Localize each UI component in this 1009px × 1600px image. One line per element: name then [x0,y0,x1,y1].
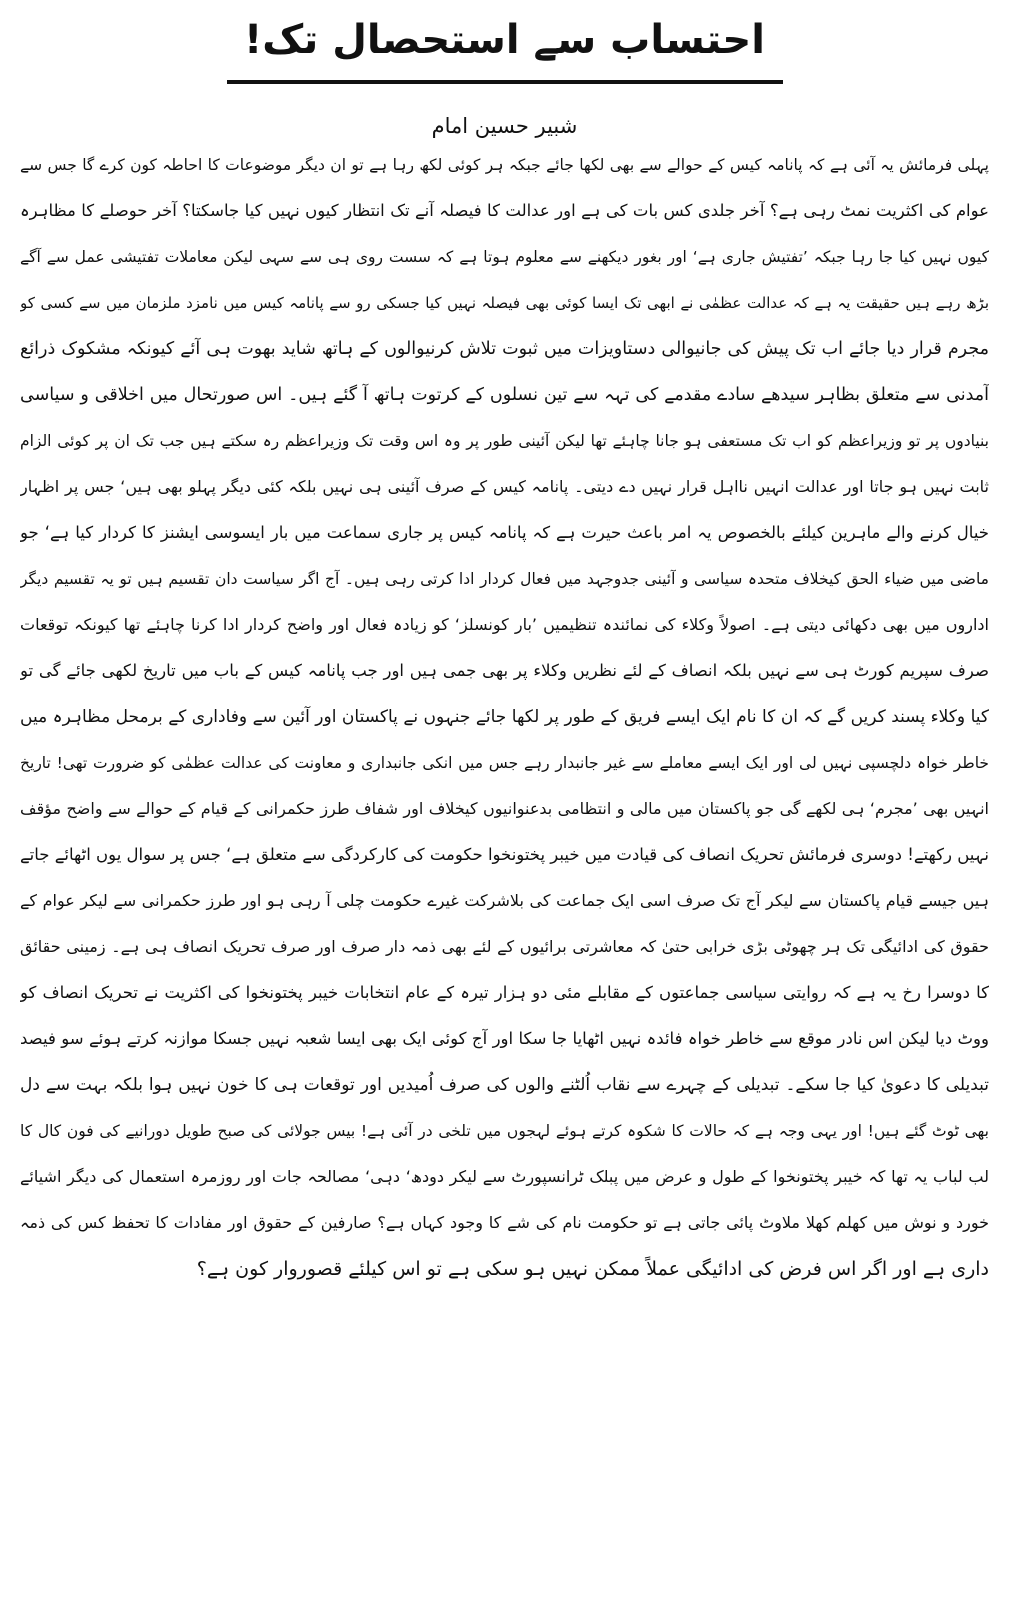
author-byline: شبیر حسین امام [431,114,578,138]
article-line: عوام کی اکثریت نمٹ رہی ہے؟ آخر جلدی کس بات کی ہے اور عدالت کا فیصلہ آنے تک انتظار کیوں نہیں کیا جاسکتا؟ آخر حوصلے کا مظاہرہ [20,201,989,220]
article-line: صرف سپریم کورٹ ہی سے نہیں بلکہ انصاف کے لئے نظریں وکلاء پر بھی جمی ہیں اور جب پانامہ کیس کے باب میں تاریخ لکھی جائے گی تو [20,661,989,680]
article-line: بنیادوں پر تو وزیراعظم کو اب تک مستعفی ہو جانا چاہئے تھا لیکن آئینی طور پر وہ اس وقت تک وزیراعظم رہ سکتے ہیں جب تک ان پر کوئی الزام [20,432,989,450]
article-line: نہیں رکھتے! دوسری فرمائش تحریک انصاف کی قیادت میں خیبر پختونخوا حکومت کی کارکردگی سے متعلق ہے‘ جس پر سوال یوں اٹھائے جاتے [20,845,989,864]
article-line: خورد و نوش میں کھلم کھلا ملاوٹ پائی جاتی ہے تو حکومت نام کی شے کا وجود کہاں ہے؟ صارفین کے حقوق اور مفادات کا تحفظ کس کی ذمہ [20,1213,989,1232]
article-line: داری ہے اور اگر اس فرض کی ادائیگی عملاً ممکن نہیں ہو سکی ہے تو اس کیلئے قصوروار کون ہے؟ [196,1258,989,1280]
article-line: کیوں نہیں کیا جا رہا جبکہ ’تفتیش جاری ہے‘ اور بغور دیکھنے سے معلوم ہوتا ہے کہ سست روی ہی سے سہی لیکن معاملات تفتیشی عمل سے آگے [20,248,989,266]
article-line: ہیں جیسے قیام پاکستان سے لیکر آج تک صرف اسی ایک جماعت کی بلاشرکت غیرے حکومت چلی آ رہی ہو اور طرز حکمرانی سے لیکر عوام کے [20,891,989,910]
article-line: آمدنی سے متعلق بظاہر سیدھے سادے مقدمے کی تہہ سے تین نسلوں کے کرتوت ہاتھ آ گئے ہیں۔ اس صورتحال میں اخلاقی و سیاسی [20,385,989,405]
title-divider [227,80,783,84]
article-line: حقوق کی ادائیگی تک ہر چھوٹی بڑی خرابی حتیٰ کہ معاشرتی برائیوں کے لئے بھی ذمہ دار صرف اور صرف تحریک انصاف ہی ہے۔ زمینی حقائق [20,937,989,956]
article-line: لب لباب یہ تھا کہ خیبر پختونخوا کے طول و عرض میں پبلک ٹرانسپورٹ سے لیکر دودھ‘ دہی‘ مصالحہ جات اور روزمرہ استعمال کی دیگر اشیائے [20,1167,989,1186]
article-body [20,142,989,1292]
article-line: خاطر خواہ دلچسپی نہیں لی اور ایک ایسے معاملے سے غیر جانبدار رہے جس میں انکی جانبداری و معاونت کی عدالت عظمٰی کو ضرورت تھی! تاریخ [20,754,989,772]
article-line: انہیں بھی ’مجرم‘ ہی لکھے گی جو پاکستان میں مالی و انتظامی بدعنوانیوں کیخلاف اور شفاف طرز حکمرانی کے قیام کے حوالے سے واضح مؤقف [20,799,989,818]
article-line: ثابت نہیں ہو جاتا اور عدالت انہیں نااہل قرار نہیں دے دیتی۔ پانامہ کیس کے صرف آئینی ہی نہیں بلکہ کئی دیگر پہلو بھی ہیں‘ جس پر اظہار [20,477,989,496]
article-line: اداروں میں بھی دکھائی دیتی ہے۔ اصولاً وکلاء کی نمائندہ تنظیمیں ’بار کونسلز‘ کو زیادہ فعال اور واضح کردار ادا کرنا چاہئے تھا کیونکہ توقعات [20,615,989,634]
article-line: پہلی فرمائش یہ آئی ہے کہ پانامہ کیس کے حوالے سے بھی لکھا جائے جبکہ ہر کوئی لکھ رہا ہے تو ان دیگر موضوعات کا احاطہ کون کرے گا جس سے [20,156,989,174]
article-line: ماضی میں ضیاء الحق کیخلاف متحدہ سیاسی و آئینی جدوجہد میں فعال کردار ادا کرتی رہی ہیں۔ آج اگر سیاست دان تقسیم ہیں تو یہ تقسیم دیگر [20,570,989,588]
article-line: مجرم قرار دیا جائے اب تک پیش کی جانیوالی دستاویزات میں ثبوت تلاش کرنیوالوں کے ہاتھ شاید بھوت ہی آئے کیونکہ مشکوک ذرائع [20,339,989,359]
article-line: کیا وکلاء پسند کریں گے کہ ان کا نام ایک ایسے فریق کے طور پر لکھا جائے جنہوں نے پاکستان اور آئین سے وفاداری کے برمحل مظاہرہ میں [20,707,989,727]
article-line: کا دوسرا رخ یہ ہے کہ روایتی سیاسی جماعتوں کے مقابلے مئی دو ہزار تیرہ کے عام انتخابات خیبر پختونخوا کی اکثریت نے تحریک انصاف کو [20,983,989,1002]
article-line: بھی ٹوٹ گئے ہیں! اور یہی وجہ ہے کہ حالات کا شکوہ کرتے ہوئے لہجوں میں تلخی در آئی ہے! بیس جولائی کی صبح طویل دورانیے کی فون کال کا [20,1122,989,1140]
article-line: بڑھ رہے ہیں حقیقت یہ ہے کہ عدالت عظمٰی نے ابھی تک ایسا کوئی بھی فیصلہ نہیں کیا جسکی رو سے پانامہ کیس میں نامزد ملزمان میں سے کسی کو [20,294,989,312]
article-line: تبدیلی کا دعویٰ کیا جا سکے۔ تبدیلی کے چہرے سے نقاب اُلٹنے والوں کی صرف اُمیدیں اور توقعات ہی کا خون نہیں ہوا بلکہ بہت سے دل [20,1075,989,1095]
article-line: خیال کرنے والے ماہرین کیلئے بالخصوص یہ امر باعث حیرت ہے کہ پانامہ کیس پر جاری سماعت میں بار ایسوسی ایشنز کا کردار کیا ہے‘ جو [20,523,989,542]
article-line: ووٹ دیا لیکن اس نادر موقع سے خاطر خواہ فائدہ نہیں اٹھایا جا سکا اور آج کوئی ایک بھی ایسا شعبہ نہیں جسکا موازنہ کرتے ہوئے سو فیصد [20,1029,989,1048]
article-title: احتساب سے استحصال تک! [244,17,765,63]
